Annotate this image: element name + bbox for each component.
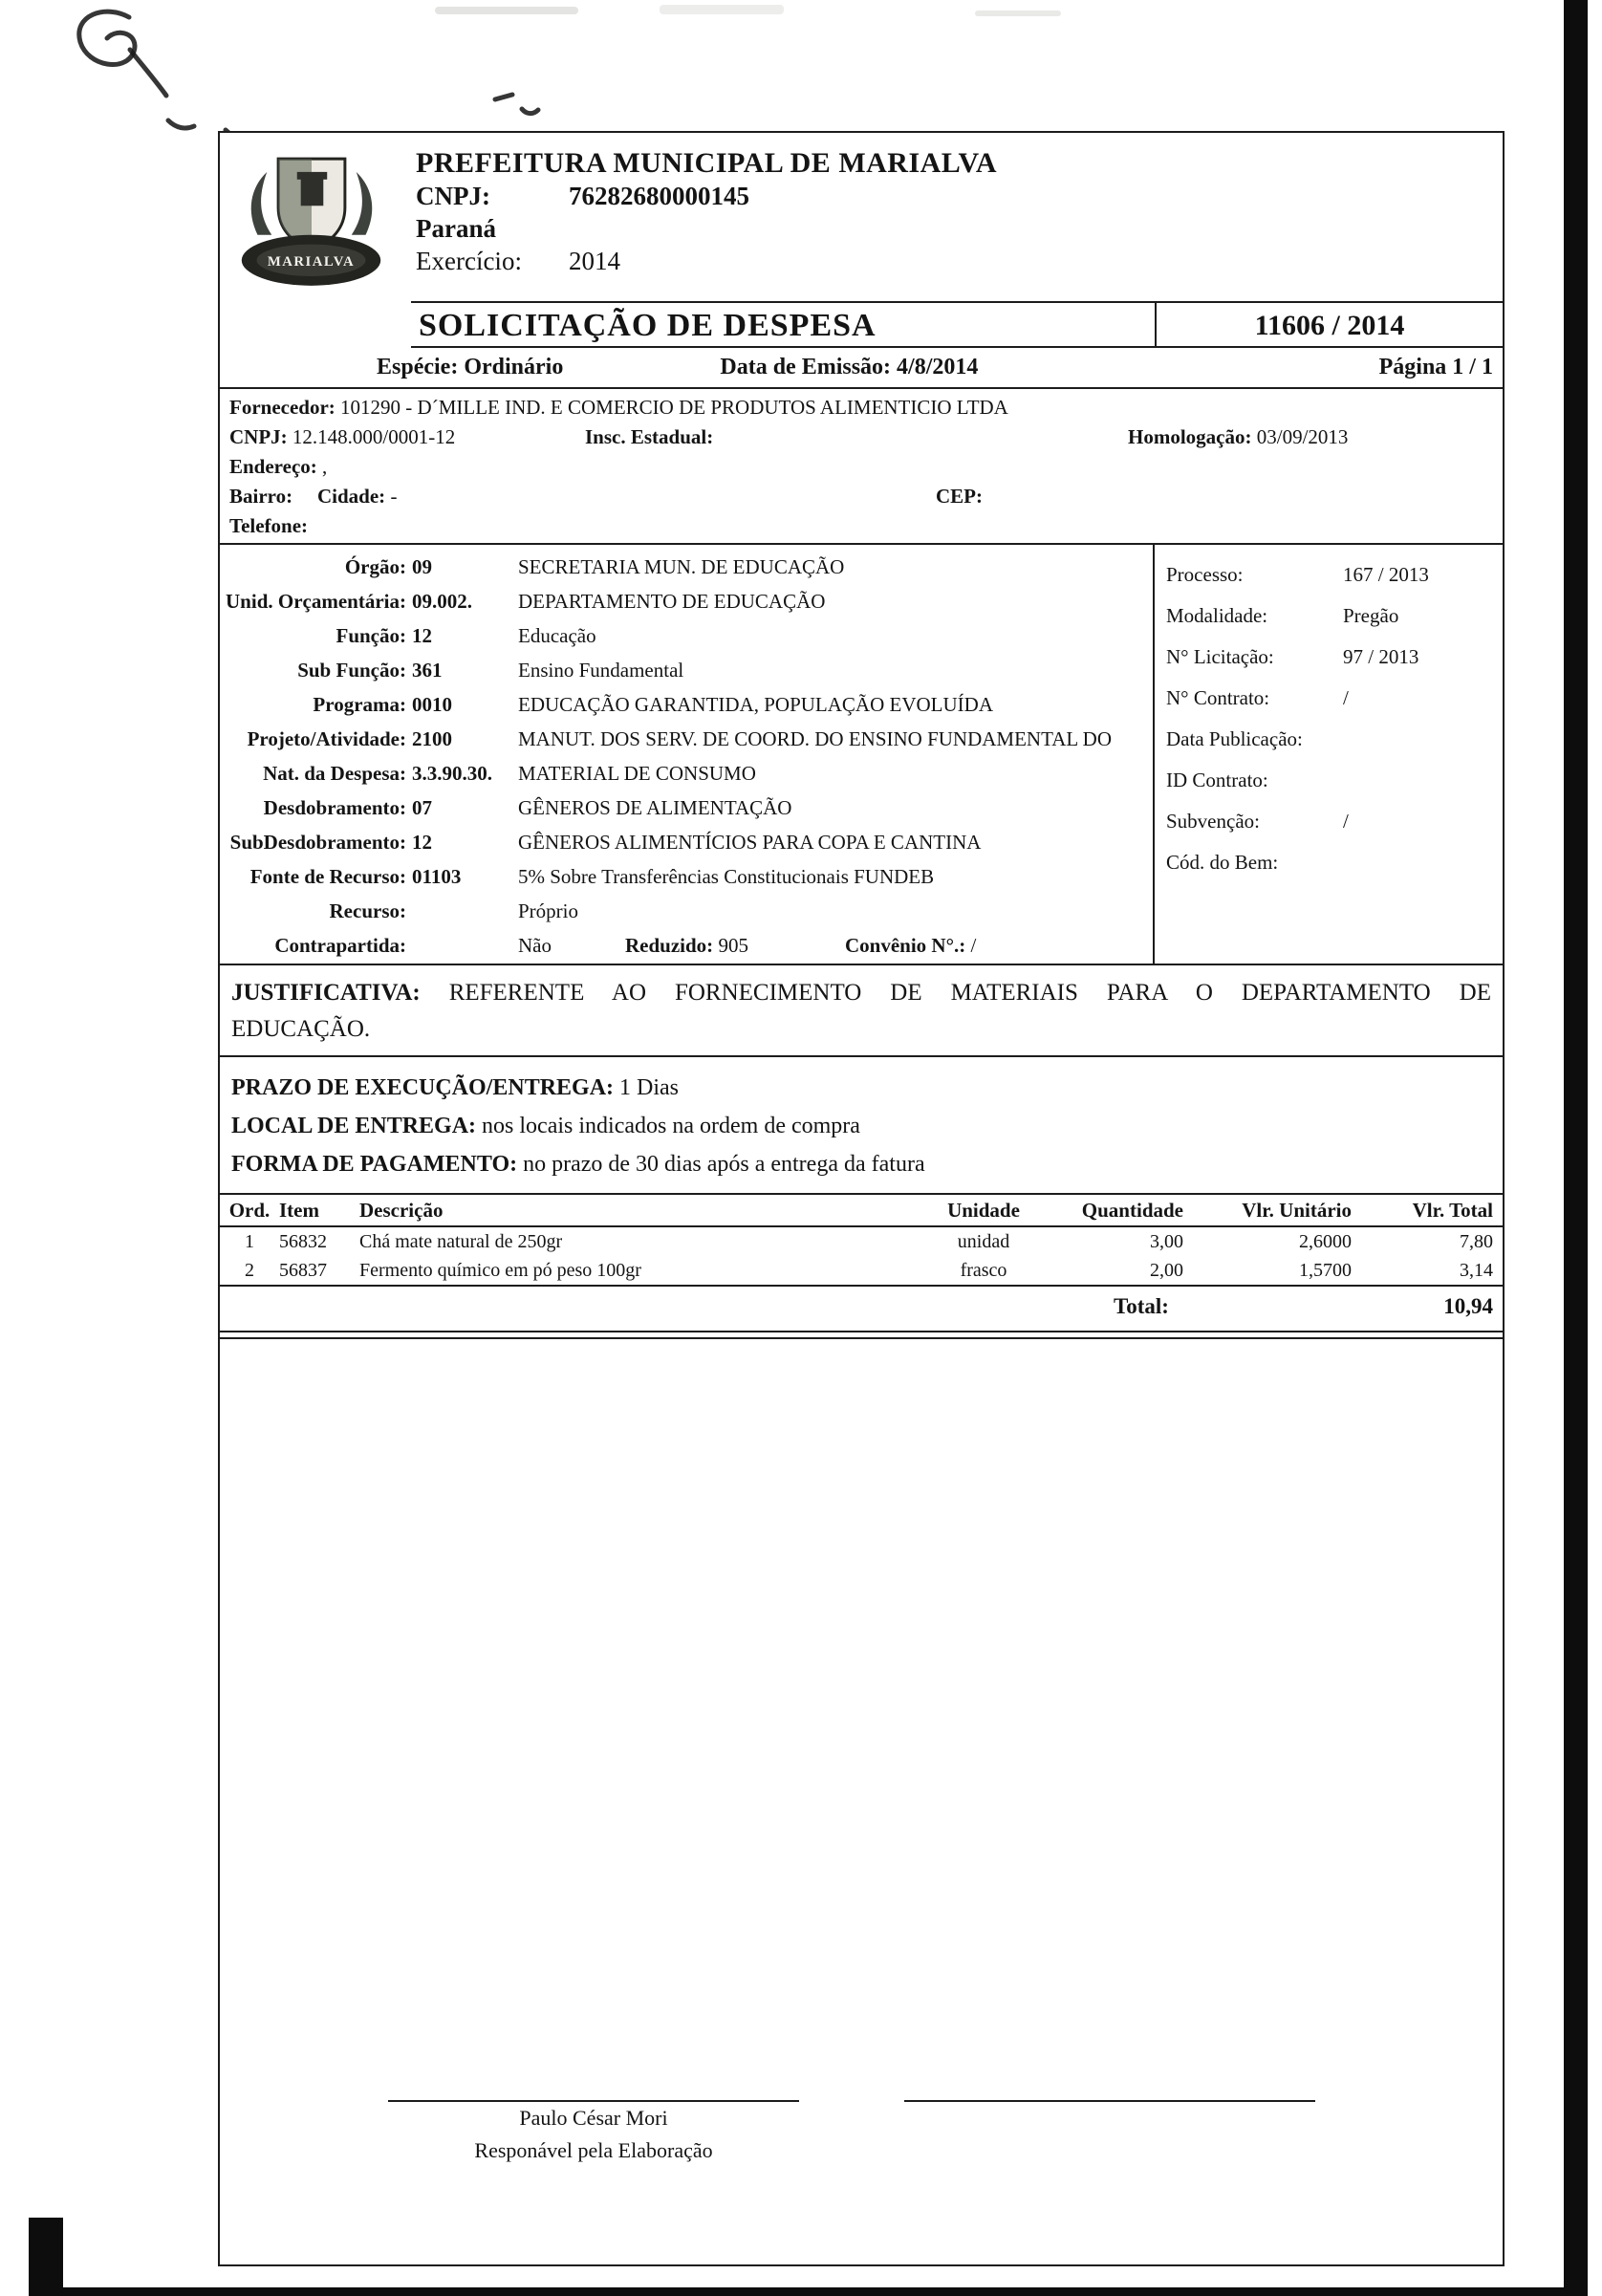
budget-row: Sub Função: 361 Ensino Fundamental — [297, 659, 684, 682]
laurel-right-icon — [352, 172, 372, 235]
budget-row-contrapartida: Contrapartida: Não Reduzido: 905 Convênio N°.: / — [220, 928, 1503, 963]
org-cnpj-value: 76282680000145 — [569, 182, 749, 210]
supplier-address-row — [229, 452, 1493, 482]
cidade-value: - — [390, 485, 398, 508]
supplier-cnpj-value: 12.148.000/0001-12 — [292, 425, 456, 448]
laurel-left-icon — [251, 172, 271, 235]
budget-row: Programa: 0010 EDUCAÇÃO GARANTIDA, POPULAÇÃO EVOLUÍDA — [313, 693, 993, 716]
endereco-value: , — [322, 455, 328, 478]
supplier-name-row — [229, 393, 1493, 422]
table-double-rule — [220, 1331, 1503, 1339]
supplier-district-row — [229, 482, 1493, 511]
endereco-label: Endereço: — [229, 455, 317, 478]
convenio-value: / — [970, 934, 977, 957]
org-name: PREFEITURA MUNICIPAL DE MARIALVA — [416, 147, 998, 179]
process-row: Data Publicação: — [1166, 727, 1303, 750]
org-cnpj-row — [416, 180, 1503, 212]
scan-artifact-bottom-strip — [48, 2287, 1581, 2296]
blank-area — [220, 1339, 1503, 2100]
process-row: Cód. do Bem: — [1166, 851, 1279, 874]
letterhead — [416, 133, 1503, 277]
signatory-role: Responável pela Elaboração — [474, 2138, 713, 2162]
signature-section — [220, 2100, 1503, 2205]
municipal-crest-logo — [229, 141, 394, 301]
supplier-section — [220, 389, 1503, 545]
process-row: Modalidade: Pregão — [1166, 604, 1399, 627]
justification-text-line1: JUSTIFICATIVA: REFERENTE AO FORNECIMENTO DE MATERIAIS PARA O DEPARTAMENTO DE — [231, 980, 1492, 1006]
bairro-label: Bairro: — [229, 485, 293, 508]
scan-artifact-right-bar — [1564, 0, 1588, 2296]
delivery-terms — [220, 1057, 1503, 1193]
telefone-label: Telefone: — [229, 514, 309, 537]
total-value: 10,94 — [1443, 1294, 1493, 1318]
item-row: 1 56832 Chá mate natural de 250gr unidad 3,00 2,6000 7,80 — [245, 1230, 1493, 1252]
exercise-row — [416, 245, 1503, 277]
exercise-value: 2014 — [569, 247, 620, 275]
homolog-label: Homologação: — [1128, 425, 1252, 448]
budget-row: Função: 12 Educação — [336, 624, 596, 647]
process-row: ID Contrato: — [1166, 769, 1268, 791]
budget-section — [220, 545, 1503, 965]
scan-smudge — [660, 5, 784, 14]
reduzido-value: 905 — [718, 934, 748, 957]
exercise-label: Exercício: — [416, 247, 522, 275]
justification-label: JUSTIFICATIVA: — [231, 980, 421, 1006]
form-header — [220, 133, 1503, 301]
signatory-name: Paulo César Mori — [519, 2106, 668, 2130]
budget-row: Órgão: 09 SECRETARIA MUN. DE EDUCAÇÃO — [344, 555, 845, 578]
expense-request-form — [218, 131, 1505, 2266]
doc-title: SOLICITAÇÃO DE DESPESA — [419, 307, 877, 343]
logo-banner-text: MARIALVA — [267, 254, 356, 271]
budget-row: Nat. da Despesa: 3.3.90.30. MATERIAL DE CONSUMO — [263, 762, 756, 785]
contrapartida-value: Não — [518, 934, 552, 957]
item-row: 2 56837 Fermento químico em pó peso 100gr frasco 2,00 1,5700 3,14 — [245, 1259, 1493, 1281]
supplier-phone-row — [229, 511, 1493, 541]
budget-row: SubDesdobramento: 12 GÊNEROS ALIMENTÍCIOS PARA COPA E CANTINA — [229, 831, 982, 854]
supplier-cnpj-label: CNPJ: — [229, 425, 288, 448]
total-label: Total: — [1114, 1294, 1169, 1318]
local-row: LOCAL DE ENTREGA: nos locais indicados na ordem de compra — [231, 1114, 860, 1138]
page-number: Página 1 / 1 — [1378, 355, 1493, 379]
items-header: Ord. Item Descrição Unidade Quantidade Vlr. Unitário Vlr. Total — [220, 1195, 1503, 1227]
budget-row: Desdobramento: 07 GÊNEROS DE ALIMENTAÇÃO — [263, 796, 792, 819]
supplier-cnpj-row — [229, 422, 1493, 452]
budget-row: Unid. Orçamentária: 09.002. DEPARTAMENTO DE EDUCAÇÃO — [226, 590, 826, 613]
items-total-row — [220, 1287, 1503, 1331]
emission-value: 4/8/2014 — [897, 355, 979, 379]
org-cnpj-label: CNPJ: — [416, 182, 490, 210]
fornecedor-value: 101290 - D´MILLE IND. E COMERCIO DE PRODUTOS ALIMENTICIO LTDA — [340, 396, 1008, 419]
homolog-value: 03/09/2013 — [1256, 425, 1349, 448]
scan-artifact-bottom-left-block — [29, 2218, 63, 2296]
state-name: Paraná — [416, 214, 496, 243]
especie-label: Espécie: — [377, 355, 459, 379]
prazo-row: PRAZO DE EXECUÇÃO/ENTREGA: 1 Dias — [231, 1075, 680, 1100]
cep-label: CEP: — [936, 485, 983, 508]
insc-estadual-label: Insc. Estadual: — [585, 425, 714, 448]
emission-label: Data de Emissão: — [720, 355, 892, 379]
process-row: N° Contrato: / — [1166, 686, 1349, 709]
especie-row — [220, 348, 1503, 389]
reduzido-label: Reduzido: — [625, 934, 714, 957]
process-row: N° Licitação: 97 / 2013 — [1166, 645, 1419, 668]
especie-cell — [220, 355, 720, 380]
fornecedor-label: Fornecedor: — [229, 396, 336, 419]
convenio-label: Convênio N°.: — [845, 934, 966, 957]
process-panel — [1153, 545, 1503, 964]
budget-row: Fonte de Recurso: 01103 5% Sobre Transferências Constitucionais FUNDEB — [249, 865, 935, 888]
process-row: Subvenção: / — [1166, 810, 1349, 833]
budget-row: Projeto/Atividade: 2100 MANUT. DOS SERV. DE COORD. DO ENSINO FUNDAMENTAL DO — [247, 727, 1113, 750]
emission-cell — [720, 355, 1259, 380]
doc-number: 11606 / 2014 — [1155, 303, 1503, 348]
justification-section — [220, 965, 1503, 1057]
budget-row: Recurso: Próprio — [329, 899, 578, 922]
items-table — [220, 1193, 1503, 1339]
tower-icon — [301, 178, 324, 206]
signature-line-left — [388, 2100, 799, 2102]
cidade-label: Cidade: — [317, 485, 386, 508]
forma-row: FORMA DE PAGAMENTO: no prazo de 30 dias após a entrega da fatura — [231, 1152, 925, 1177]
title-row — [411, 301, 1503, 348]
justification-text-line2: EDUCAÇÃO. — [231, 1016, 371, 1042]
process-row: Processo: 167 / 2013 — [1166, 563, 1429, 586]
signature-line-right — [904, 2100, 1315, 2102]
scan-smudge — [975, 11, 1061, 16]
especie-value: Ordinário — [464, 355, 564, 379]
